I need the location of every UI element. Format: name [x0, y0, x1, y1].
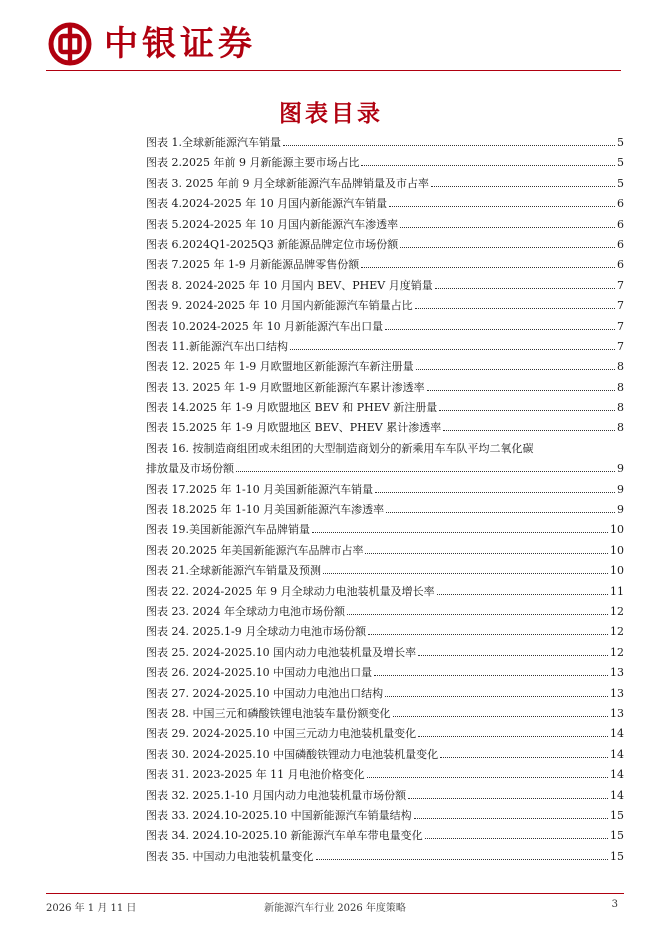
logo-text: 中银证券: [104, 24, 256, 64]
toc-entry-title: 图表 21.全球新能源汽车销量及预测: [146, 564, 321, 578]
toc-entry-title: 图表 3. 2025 年前 9 月全球新能源汽车品牌销量及市占率: [146, 176, 429, 190]
toc-entry-page: 15: [610, 849, 624, 863]
table-of-figures: [146, 133, 624, 867]
toc-dot-leader: [312, 532, 608, 533]
toc-entry-page: 14: [610, 788, 624, 802]
toc-entry-title: 图表 5.2024-2025 年 10 月国内新能源汽车渗透率: [146, 217, 399, 231]
toc-dot-leader: [427, 390, 615, 391]
toc-entry[interactable]: [146, 786, 624, 806]
toc-entry-title: 图表 2.2025 年前 9 月新能源主要市场占比: [146, 156, 360, 170]
toc-dot-leader: [443, 430, 615, 431]
bank-of-china-emblem-icon: [48, 22, 92, 66]
toc-entry-title: 图表 34. 2024.10-2025.10 新能源汽车单车带电量变化: [146, 829, 423, 843]
toc-entry-title: 图表 32. 2025.1-10 月国内动力电池装机量市场份额: [146, 788, 407, 802]
toc-dot-leader: [347, 614, 608, 615]
toc-entry[interactable]: [146, 296, 624, 316]
toc-entry-title: 图表 8. 2024-2025 年 10 月国内 BEV、PHEV 月度销量: [146, 278, 433, 292]
toc-entry[interactable]: [146, 235, 624, 255]
toc-entry[interactable]: [146, 317, 624, 337]
toc-dot-leader: [283, 145, 615, 146]
toc-entry-page: 7: [617, 278, 624, 292]
toc-entry-page: 8: [617, 380, 624, 394]
toc-entry[interactable]: [146, 398, 624, 418]
toc-entry-page: 13: [610, 706, 624, 720]
toc-entry[interactable]: [146, 215, 624, 235]
toc-entry-page: 14: [610, 747, 624, 761]
toc-dot-leader: [393, 716, 609, 717]
footer-page-number: 3: [611, 899, 618, 910]
toc-dot-leader: [375, 492, 615, 493]
toc-entry[interactable]: [146, 357, 624, 377]
toc-dot-leader: [374, 675, 608, 676]
toc-entry-page: 6: [617, 197, 624, 211]
toc-entry[interactable]: [146, 153, 624, 173]
toc-entry-page: 14: [610, 727, 624, 741]
toc-entry-page: 5: [617, 156, 624, 170]
toc-entry[interactable]: [146, 704, 624, 724]
toc-entry-title: 图表 26. 2024-2025.10 中国动力电池出口量: [146, 666, 373, 680]
toc-dot-leader: [418, 736, 608, 737]
toc-entry-page: 9: [617, 503, 624, 517]
toc-entry-title: 图表 28. 中国三元和磷酸铁锂电池装车量份额变化: [146, 706, 391, 720]
toc-entry[interactable]: [146, 643, 624, 663]
toc-entry[interactable]: [146, 541, 624, 561]
toc-entry-title: 图表 10.2024-2025 年 10 月新能源汽车出口量: [146, 319, 384, 333]
toc-entry[interactable]: [146, 684, 624, 704]
toc-dot-leader: [290, 349, 615, 350]
toc-dot-leader: [400, 227, 615, 228]
toc-entry[interactable]: [146, 520, 624, 540]
toc-dot-leader: [408, 798, 608, 799]
toc-entry-page: 5: [617, 176, 624, 190]
toc-dot-leader: [415, 308, 615, 309]
toc-entry-title: 图表 20.2025 年美国新能源汽车品牌市占率: [146, 543, 364, 557]
toc-entry-page: 10: [610, 543, 624, 557]
toc-entry-title: 图表 17.2025 年 1-10 月美国新能源汽车销量: [146, 482, 374, 496]
toc-entry-page: 13: [610, 686, 624, 700]
toc-entry-page: 6: [617, 237, 624, 251]
toc-dot-leader: [435, 288, 615, 289]
toc-dot-leader: [368, 634, 608, 635]
toc-entry[interactable]: [146, 745, 624, 765]
toc-dot-leader: [416, 369, 615, 370]
toc-entry-page: 5: [617, 136, 624, 149]
toc-dot-leader: [431, 186, 615, 187]
toc-dot-leader: [400, 247, 615, 248]
toc-entry-title: 图表 9. 2024-2025 年 10 月国内新能源汽车销量占比: [146, 299, 413, 313]
toc-entry-page: 11: [610, 584, 624, 598]
toc-entry-page: 12: [610, 625, 624, 639]
toc-entry-title: 图表 1.全球新能源汽车销量: [146, 136, 281, 149]
toc-entry-title: 图表 35. 中国动力电池装机量变化: [146, 849, 314, 863]
toc-entry-page: 7: [617, 339, 624, 353]
toc-dot-leader: [389, 206, 615, 207]
toc-dot-leader: [316, 859, 609, 860]
toc-entry-title: 图表 18.2025 年 1-10 月美国新能源汽车渗透率: [146, 503, 385, 517]
toc-entry-title: 图表 4.2024-2025 年 10 月国内新能源汽车销量: [146, 197, 388, 211]
toc-entry[interactable]: [146, 439, 624, 480]
toc-entry-title: 图表 14.2025 年 1-9 月欧盟地区 BEV 和 PHEV 新注册量: [146, 401, 438, 415]
toc-entry-page: 8: [617, 401, 624, 415]
toc-entry[interactable]: [146, 133, 624, 153]
footer-date: 2026 年 1 月 11 日: [46, 903, 137, 914]
toc-entry[interactable]: [146, 378, 624, 398]
header-divider: [46, 70, 621, 71]
toc-entry[interactable]: [146, 826, 624, 846]
toc-entry[interactable]: [146, 582, 624, 602]
toc-dot-leader: [425, 838, 608, 839]
toc-entry[interactable]: [146, 602, 624, 622]
toc-entry[interactable]: [146, 724, 624, 744]
toc-entry-title: 图表 29. 2024-2025.10 中国三元动力电池装机量变化: [146, 727, 417, 741]
toc-entry[interactable]: [146, 622, 624, 642]
toc-dot-leader: [323, 573, 608, 574]
toc-dot-leader: [361, 165, 615, 166]
toc-entry-title: 图表 22. 2024-2025 年 9 月全球动力电池装机量及增长率: [146, 584, 435, 598]
toc-entry-title: 图表 7.2025 年 1-9 月新能源品牌零售份额: [146, 258, 360, 272]
toc-dot-leader: [440, 757, 608, 758]
toc-dot-leader: [385, 696, 608, 697]
toc-entry[interactable]: [146, 806, 624, 826]
toc-entry-title: 图表 25. 2024-2025.10 国内动力电池装机量及增长率: [146, 645, 417, 659]
footer-divider: [46, 893, 624, 894]
toc-dot-leader: [386, 512, 615, 513]
toc-entry-title: 图表 11.新能源汽车出口结构: [146, 339, 288, 353]
toc-title: 图表目录: [279, 101, 383, 127]
toc-entry-title: 排放量及市场份额: [146, 462, 234, 476]
toc-entry-page: 13: [610, 666, 624, 680]
toc-entry[interactable]: [146, 847, 624, 867]
toc-entry-title: 图表 23. 2024 年全球动力电池市场份额: [146, 605, 345, 618]
toc-entry-page: 6: [617, 258, 624, 272]
toc-entry[interactable]: [146, 765, 624, 785]
toc-entry[interactable]: [146, 418, 624, 438]
toc-entry-title: 图表 6.2024Q1-2025Q3 新能源品牌定位市场份额: [146, 237, 399, 251]
toc-dot-leader: [414, 818, 608, 819]
toc-entry-page: 10: [610, 564, 624, 578]
footer-report-title: 新能源汽车行业 2026 年度策略: [264, 903, 406, 914]
toc-entry-page: 15: [610, 829, 624, 843]
toc-entry-page: 14: [610, 768, 624, 782]
toc-entry-title: 图表 31. 2023-2025 年 11 月电池价格变化: [146, 768, 365, 782]
toc-entry[interactable]: [146, 194, 624, 214]
toc-entry-title: 图表 30. 2024-2025.10 中国磷酸铁锂动力电池装机量变化: [146, 747, 439, 761]
toc-entry-title: 图表 24. 2025.1-9 月全球动力电池市场份额: [146, 625, 367, 639]
toc-entry[interactable]: [146, 480, 624, 500]
toc-entry-page: 9: [617, 462, 624, 476]
toc-entry-page: 6: [617, 217, 624, 231]
toc-entry[interactable]: [146, 174, 624, 194]
toc-dot-leader: [437, 594, 608, 595]
toc-entry[interactable]: [146, 500, 624, 520]
toc-entry-page: 10: [610, 523, 624, 537]
toc-dot-leader: [439, 410, 615, 411]
toc-entry-page: 12: [610, 645, 624, 659]
toc-entry-title: 图表 27. 2024-2025.10 中国动力电池出口结构: [146, 686, 384, 700]
toc-entry-title: 图表 19.美国新能源汽车品牌销量: [146, 523, 310, 537]
toc-entry-page: 7: [617, 319, 624, 333]
toc-entry-page: 7: [617, 299, 624, 313]
toc-entry-page: 12: [610, 605, 624, 618]
company-logo: [48, 20, 256, 68]
toc-entry[interactable]: [146, 663, 624, 683]
toc-entry[interactable]: [146, 255, 624, 275]
toc-entry-page: 9: [617, 482, 624, 496]
toc-dot-leader: [385, 329, 615, 330]
toc-entry[interactable]: [146, 276, 624, 296]
toc-entry-title: 图表 15.2025 年 1-9 月欧盟地区 BEV、PHEV 累计渗透率: [146, 421, 442, 435]
toc-dot-leader: [361, 267, 615, 268]
toc-entry-page: 8: [617, 360, 624, 374]
toc-entry-page: 8: [617, 421, 624, 435]
toc-entry-title-line1: 图表 16. 按制造商组团或未组团的大型制造商划分的新乘用车车队平均二氧化碳: [146, 441, 534, 455]
toc-entry-title: 图表 33. 2024.10-2025.10 中国新能源汽车销量结构: [146, 808, 412, 822]
toc-entry-page: 15: [610, 808, 624, 822]
toc-dot-leader: [418, 655, 608, 656]
toc-dot-leader: [365, 553, 608, 554]
toc-dot-leader: [236, 471, 615, 472]
toc-entry[interactable]: [146, 337, 624, 357]
toc-entry-title: 图表 12. 2025 年 1-9 月欧盟地区新能源汽车新注册量: [146, 360, 414, 374]
toc-entry[interactable]: [146, 561, 624, 581]
toc-dot-leader: [367, 777, 608, 778]
toc-entry-title: 图表 13. 2025 年 1-9 月欧盟地区新能源汽车累计渗透率: [146, 380, 425, 394]
